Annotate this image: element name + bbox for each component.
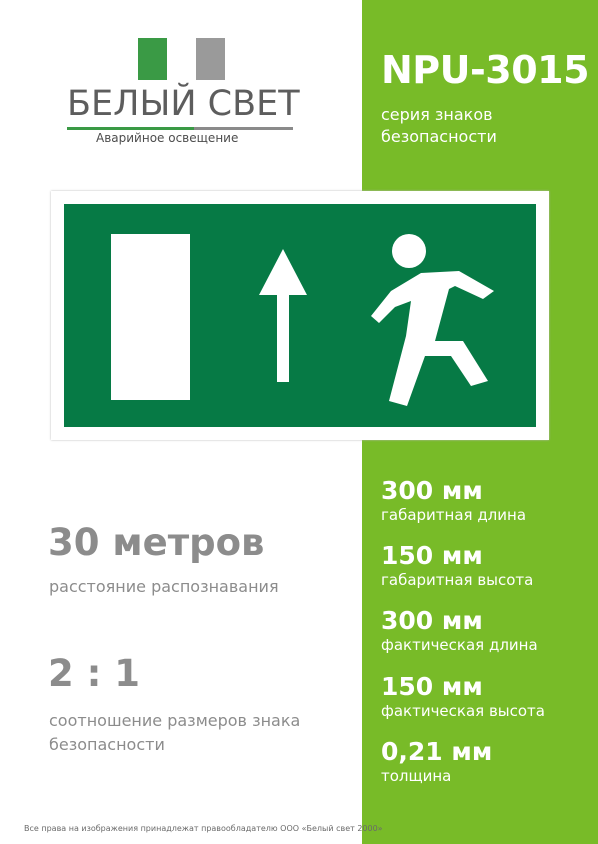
- spec-value: 0,21 мм: [381, 737, 493, 766]
- spec-value: 300 мм: [381, 476, 483, 505]
- size-ratio-value: 2 : 1: [48, 652, 141, 695]
- spec-value: 300 мм: [381, 606, 483, 635]
- logo-bar-green: [138, 38, 167, 80]
- spec-overall-height: [381, 542, 591, 590]
- spec-value: 150 мм: [381, 672, 483, 701]
- brand-subtitle: Аварийное освещение: [96, 131, 239, 145]
- spec-actual-height: [381, 673, 591, 721]
- spec-overall-length: [381, 477, 591, 525]
- exit-sign-graphic: [51, 191, 549, 440]
- recognition-distance-label: расстояние распознавания: [49, 577, 279, 596]
- safety-sign: [51, 191, 549, 440]
- size-ratio-label: соотношение размеров знака безопасности: [49, 711, 301, 754]
- series-label: серия знаков безопасности: [381, 105, 497, 146]
- spec-label: габаритная длина: [381, 506, 527, 524]
- spec-label: фактическая длина: [381, 636, 538, 654]
- spec-label: фактическая высота: [381, 702, 545, 720]
- spec-label: габаритная высота: [381, 571, 534, 589]
- spec-thickness: [381, 738, 591, 786]
- brand-name: БЕЛЫЙ СВЕТ: [67, 84, 300, 124]
- logo-rule-green: [67, 127, 194, 130]
- spec-actual-length: [381, 607, 591, 655]
- spec-label: толщина: [381, 767, 452, 785]
- brand-logo-mark: [138, 38, 225, 80]
- recognition-distance-value: 30 метров: [48, 521, 265, 564]
- copyright-notice: Все права на изображения принадлежат правообладателю ООО «Белый свет 2000»: [24, 824, 383, 833]
- product-model: NPU-3015: [381, 48, 590, 92]
- logo-bar-white: [167, 38, 196, 80]
- door-icon: [111, 234, 190, 400]
- spec-value: 150 мм: [381, 541, 483, 570]
- logo-bar-gray: [196, 38, 225, 80]
- logo-rule-gray: [194, 127, 293, 130]
